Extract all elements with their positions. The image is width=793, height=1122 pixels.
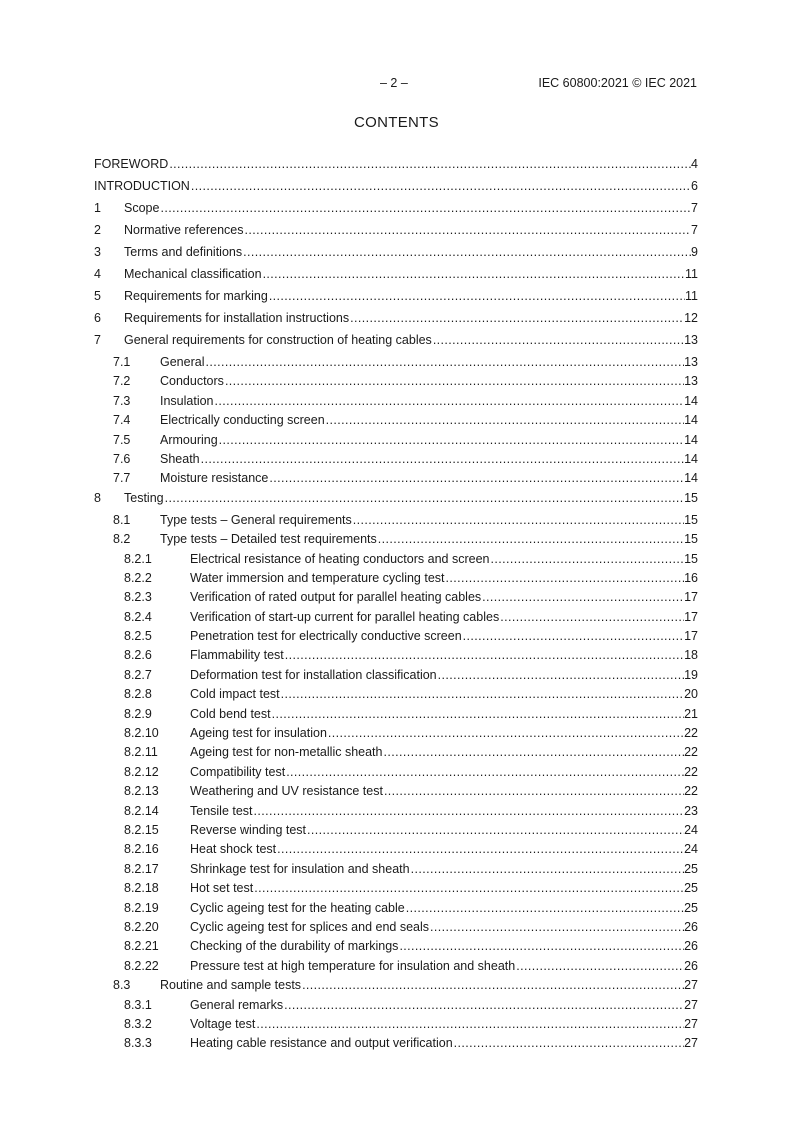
toc-entry-page: 15 <box>684 512 698 527</box>
toc-entry-title: Armouring <box>160 432 218 447</box>
toc-entry-title: Checking of the durability of markings <box>190 939 399 954</box>
toc-entry-number: 8.2.22 <box>124 958 159 973</box>
toc-entry[interactable] <box>94 862 698 881</box>
toc-entry-page: 14 <box>684 393 698 408</box>
toc-entry-page: 14 <box>684 432 698 447</box>
toc-entry-page: 26 <box>684 939 698 954</box>
toc-entry-title: Sheath <box>160 451 200 466</box>
toc-dot-leader <box>383 784 684 798</box>
toc-entry-title: Verification of start-up current for parallel heating cables <box>190 609 500 624</box>
toc-entry-title: Type tests – Detailed test requirements <box>160 532 377 547</box>
toc-dot-leader <box>268 471 684 485</box>
toc-entry-page: 22 <box>684 726 698 741</box>
toc-dot-leader <box>214 394 685 408</box>
toc-entry[interactable] <box>94 491 698 513</box>
toc-entry[interactable] <box>94 311 698 333</box>
toc-entry-number: 8.1 <box>113 512 131 527</box>
toc-entry-number: 8.2.12 <box>124 764 159 779</box>
toc-entry-title: Terms and definitions <box>124 245 243 259</box>
toc-entry-title: Mechanical classification <box>124 267 262 281</box>
toc-entry[interactable] <box>94 179 698 201</box>
toc-entry-page: 17 <box>684 609 698 624</box>
toc-entry[interactable] <box>94 939 698 958</box>
toc-dot-leader <box>253 804 685 818</box>
toc-entry-page: 14 <box>684 451 698 466</box>
toc-entry[interactable] <box>94 267 698 289</box>
toc-entry-page: 19 <box>684 667 698 682</box>
toc-entry-title: Flammability test <box>190 648 284 663</box>
toc-entry-title: Tensile test <box>190 803 253 818</box>
toc-entry[interactable] <box>94 157 698 179</box>
toc-entry-title: General remarks <box>190 997 284 1012</box>
toc-entry[interactable] <box>94 374 698 393</box>
toc-entry-number: 8.2.9 <box>124 706 152 721</box>
toc-entry[interactable] <box>94 804 698 823</box>
page-number: – 2 – <box>380 76 408 90</box>
toc-dot-leader <box>271 707 684 721</box>
toc-entry-title: Ageing test for non-metallic sheath <box>190 745 383 760</box>
toc-dot-leader <box>280 687 684 701</box>
toc-entry-number: 8.2.3 <box>124 590 152 605</box>
toc-entry-page: 15 <box>684 532 698 547</box>
toc-entry[interactable] <box>94 745 698 764</box>
toc-entry[interactable] <box>94 881 698 900</box>
toc-entry-title: Type tests – General requirements <box>160 512 352 527</box>
toc-entry[interactable] <box>94 333 698 355</box>
toc-dot-leader <box>268 289 685 303</box>
toc-entry[interactable] <box>94 765 698 784</box>
toc-dot-leader <box>218 433 684 447</box>
toc-entry[interactable] <box>94 726 698 745</box>
toc-entry[interactable] <box>94 707 698 726</box>
toc-entry-page: 13 <box>684 374 698 389</box>
toc-entry-page: 21 <box>684 706 698 721</box>
toc-entry[interactable] <box>94 471 698 490</box>
toc-entry-page: 26 <box>684 958 698 973</box>
toc-dot-leader <box>242 245 691 259</box>
toc-dot-leader <box>405 901 684 915</box>
toc-entry-page: 11 <box>685 267 698 281</box>
toc-entry-number: 4 <box>94 267 101 281</box>
toc-entry-title: Electrical resistance of heating conductors and screen <box>190 551 490 566</box>
toc-entry-number: 8.2.7 <box>124 667 152 682</box>
toc-entry-page: 4 <box>691 157 698 171</box>
toc-entry-number: 8.3.2 <box>124 1016 152 1031</box>
toc-entry[interactable] <box>94 590 698 609</box>
page-title: CONTENTS <box>354 114 439 131</box>
toc-entry-number: 6 <box>94 311 101 325</box>
toc-entry-number: 7.5 <box>113 432 131 447</box>
toc-entry-title: Scope <box>124 201 160 215</box>
toc-entry-number: 7.6 <box>113 451 131 466</box>
toc-entry-page: 25 <box>684 881 698 896</box>
toc-dot-leader <box>224 374 684 388</box>
toc-dot-leader <box>255 1017 684 1031</box>
toc-entry-number: 1 <box>94 201 101 215</box>
toc-entry-title: Hot set test <box>190 881 254 896</box>
toc-entry-page: 7 <box>691 223 698 237</box>
toc-entry-page: 7 <box>691 201 698 215</box>
toc-dot-leader <box>253 881 684 895</box>
toc-entry[interactable] <box>94 571 698 590</box>
toc-entry-number: 8.2.5 <box>124 629 152 644</box>
toc-entry-title: Normative references <box>124 223 244 237</box>
toc-dot-leader <box>499 610 684 624</box>
toc-entry-page: 16 <box>684 570 698 585</box>
toc-entry-title: Cyclic ageing test for the heating cable <box>190 900 405 915</box>
toc-entry-page: 25 <box>684 861 698 876</box>
toc-entry-number: 8.3.3 <box>124 1036 152 1051</box>
toc-entry[interactable] <box>94 1017 698 1036</box>
toc-entry-number: 7.1 <box>113 355 131 369</box>
toc-dot-leader <box>481 590 684 604</box>
toc-entry[interactable] <box>94 978 698 997</box>
toc-entry-title: Ageing test for insulation <box>190 726 327 741</box>
toc-entry-number: 3 <box>94 245 101 259</box>
toc-entry-title: Requirements for marking <box>124 289 268 303</box>
toc-entry[interactable] <box>94 784 698 803</box>
toc-entry-page: 15 <box>684 490 698 505</box>
toc-dot-leader <box>437 668 684 682</box>
toc-entry-number: 8.2.18 <box>124 881 159 896</box>
toc-entry-number: 7.2 <box>113 374 131 389</box>
toc-dot-leader <box>398 939 684 953</box>
toc-entry[interactable] <box>94 998 698 1017</box>
toc-entry-title: Compatibility test <box>190 764 286 779</box>
toc-entry[interactable] <box>94 245 698 267</box>
toc-dot-leader <box>445 571 685 585</box>
toc-entry-page: 18 <box>684 648 698 663</box>
toc-dot-leader <box>462 629 684 643</box>
toc-entry-page: 17 <box>684 590 698 605</box>
toc-entry-page: 25 <box>684 900 698 915</box>
toc-entry-number: 7.3 <box>113 393 131 408</box>
toc-entry-title: Insulation <box>160 393 214 408</box>
toc-entry-page: 27 <box>684 997 698 1012</box>
toc-entry[interactable] <box>94 532 698 551</box>
toc-entry-title: INTRODUCTION <box>94 179 190 193</box>
toc-entry[interactable] <box>94 413 698 432</box>
toc-entry-number: 8.2.10 <box>124 726 159 741</box>
toc-entry-number: 8.2.2 <box>124 570 152 585</box>
toc-dot-leader <box>276 842 684 856</box>
toc-entry-title: Electrically conducting screen <box>160 413 325 428</box>
toc-entry[interactable] <box>94 842 698 861</box>
toc-entry-number: 7.4 <box>113 413 131 428</box>
toc-entry-title: Requirements for installation instructions <box>124 311 350 325</box>
toc-entry[interactable] <box>94 433 698 452</box>
toc-entry-number: 8.2.13 <box>124 784 159 799</box>
toc-entry-page: 26 <box>684 919 698 934</box>
toc-entry-number: 8.3 <box>113 978 131 993</box>
toc-entry-page: 11 <box>685 289 698 303</box>
toc-entry-page: 27 <box>684 978 698 993</box>
toc-entry[interactable] <box>94 223 698 245</box>
table-of-contents <box>94 157 698 1056</box>
toc-entry[interactable] <box>94 201 698 223</box>
toc-entry[interactable] <box>94 394 698 413</box>
toc-entry-title: Weathering and UV resistance test <box>190 784 383 799</box>
toc-dot-leader <box>325 413 684 427</box>
toc-entry[interactable] <box>94 648 698 667</box>
standard-reference: IEC 60800:2021 © IEC 2021 <box>538 76 697 90</box>
toc-entry[interactable] <box>94 289 698 311</box>
toc-entry-number: 8.2 <box>113 532 131 547</box>
toc-entry-title: Deformation test for installation classification <box>190 667 437 682</box>
toc-dot-leader <box>283 998 684 1012</box>
toc-entry-page: 9 <box>691 245 698 259</box>
toc-dot-leader <box>377 532 684 546</box>
toc-dot-leader <box>159 201 691 215</box>
toc-entry-number: 8.2.6 <box>124 648 152 663</box>
toc-entry-title: Cold bend test <box>190 706 271 721</box>
toc-entry-number: 8.2.1 <box>124 551 152 566</box>
toc-entry-number: 7.7 <box>113 471 131 486</box>
toc-dot-leader <box>327 726 684 740</box>
toc-entry[interactable] <box>94 920 698 939</box>
toc-entry-title: Moisture resistance <box>160 471 269 486</box>
toc-dot-leader <box>410 862 685 876</box>
toc-entry-number: 8.2.16 <box>124 842 159 857</box>
toc-entry-title: Heating cable resistance and output verification <box>190 1036 453 1051</box>
toc-entry[interactable] <box>94 610 698 629</box>
toc-entry-page: 22 <box>684 764 698 779</box>
toc-entry-number: 8 <box>94 490 101 505</box>
toc-entry-page: 22 <box>684 745 698 760</box>
toc-dot-leader <box>382 745 684 759</box>
toc-entry[interactable] <box>94 668 698 687</box>
toc-dot-leader <box>453 1036 684 1050</box>
toc-entry-title: Cold impact test <box>190 687 280 702</box>
toc-entry-page: 14 <box>684 471 698 486</box>
toc-dot-leader <box>349 311 684 325</box>
toc-dot-leader <box>164 491 684 505</box>
toc-entry-title: Shrinkage test for insulation and sheath <box>190 861 410 876</box>
toc-entry-page: 24 <box>684 842 698 857</box>
toc-dot-leader <box>200 452 684 466</box>
toc-entry-page: 6 <box>691 179 698 193</box>
toc-entry-page: 20 <box>684 687 698 702</box>
toc-entry-title: General requirements for construction of heating cables <box>124 333 432 347</box>
toc-entry[interactable] <box>94 552 698 571</box>
toc-entry-page: 27 <box>684 1036 698 1051</box>
toc-entry[interactable] <box>94 959 698 978</box>
toc-dot-leader <box>301 978 684 992</box>
toc-entry-number: 8.2.20 <box>124 919 159 934</box>
toc-entry[interactable] <box>94 355 698 374</box>
toc-entry-title: Water immersion and temperature cycling test <box>190 570 445 585</box>
toc-dot-leader <box>352 513 684 527</box>
toc-dot-leader <box>432 333 684 347</box>
toc-entry-number: 8.2.21 <box>124 939 159 954</box>
toc-entry[interactable] <box>94 901 698 920</box>
toc-entry-title: FOREWORD <box>94 157 169 171</box>
toc-entry-page: 13 <box>684 355 698 369</box>
toc-dot-leader <box>204 355 684 369</box>
toc-entry-title: Routine and sample tests <box>160 978 302 993</box>
toc-entry-page: 14 <box>684 413 698 428</box>
toc-entry-title: General <box>160 355 205 369</box>
toc-entry[interactable] <box>94 629 698 648</box>
toc-entry[interactable] <box>94 1036 698 1055</box>
toc-entry[interactable] <box>94 452 698 471</box>
toc-entry-page: 24 <box>684 822 698 837</box>
toc-dot-leader <box>284 648 684 662</box>
toc-dot-leader <box>429 920 684 934</box>
toc-entry-page: 15 <box>684 551 698 566</box>
toc-entry-page: 23 <box>684 803 698 818</box>
toc-entry-number: 7 <box>94 333 101 347</box>
toc-entry[interactable] <box>94 687 698 706</box>
toc-entry-number: 8.2.8 <box>124 687 152 702</box>
toc-entry-number: 2 <box>94 223 101 237</box>
toc-dot-leader <box>168 157 691 171</box>
toc-entry-page: 17 <box>684 629 698 644</box>
toc-entry-title: Penetration test for electrically conductive screen <box>190 629 462 644</box>
toc-entry[interactable] <box>94 513 698 532</box>
toc-entry-number: 5 <box>94 289 101 303</box>
toc-entry-number: 8.2.17 <box>124 861 159 876</box>
toc-entry-title: Conductors <box>160 374 224 389</box>
toc-entry[interactable] <box>94 823 698 842</box>
toc-dot-leader <box>190 179 691 193</box>
toc-entry-title: Testing <box>124 490 164 505</box>
toc-entry-number: 8.2.11 <box>124 745 158 760</box>
toc-dot-leader <box>285 765 684 779</box>
toc-entry-number: 8.2.14 <box>124 803 159 818</box>
toc-entry-title: Heat shock test <box>190 842 277 857</box>
toc-entry-page: 27 <box>684 1016 698 1031</box>
toc-entry-page: 13 <box>684 333 698 347</box>
toc-entry-page: 22 <box>684 784 698 799</box>
toc-dot-leader <box>262 267 685 281</box>
toc-entry-number: 8.3.1 <box>124 997 152 1012</box>
toc-entry-page: 12 <box>684 311 698 325</box>
toc-entry-title: Pressure test at high temperature for insulation and sheath <box>190 958 516 973</box>
toc-entry-number: 8.2.15 <box>124 822 159 837</box>
toc-entry-title: Verification of rated output for parallel heating cables <box>190 590 482 605</box>
toc-entry-title: Voltage test <box>190 1016 256 1031</box>
toc-dot-leader <box>306 823 684 837</box>
toc-entry-title: Cyclic ageing test for splices and end seals <box>190 919 430 934</box>
toc-entry-number: 8.2.4 <box>124 609 152 624</box>
toc-entry-title: Reverse winding test <box>190 822 307 837</box>
toc-entry-number: 8.2.19 <box>124 900 159 915</box>
toc-dot-leader <box>515 959 684 973</box>
toc-dot-leader <box>244 223 692 237</box>
toc-dot-leader <box>489 552 684 566</box>
